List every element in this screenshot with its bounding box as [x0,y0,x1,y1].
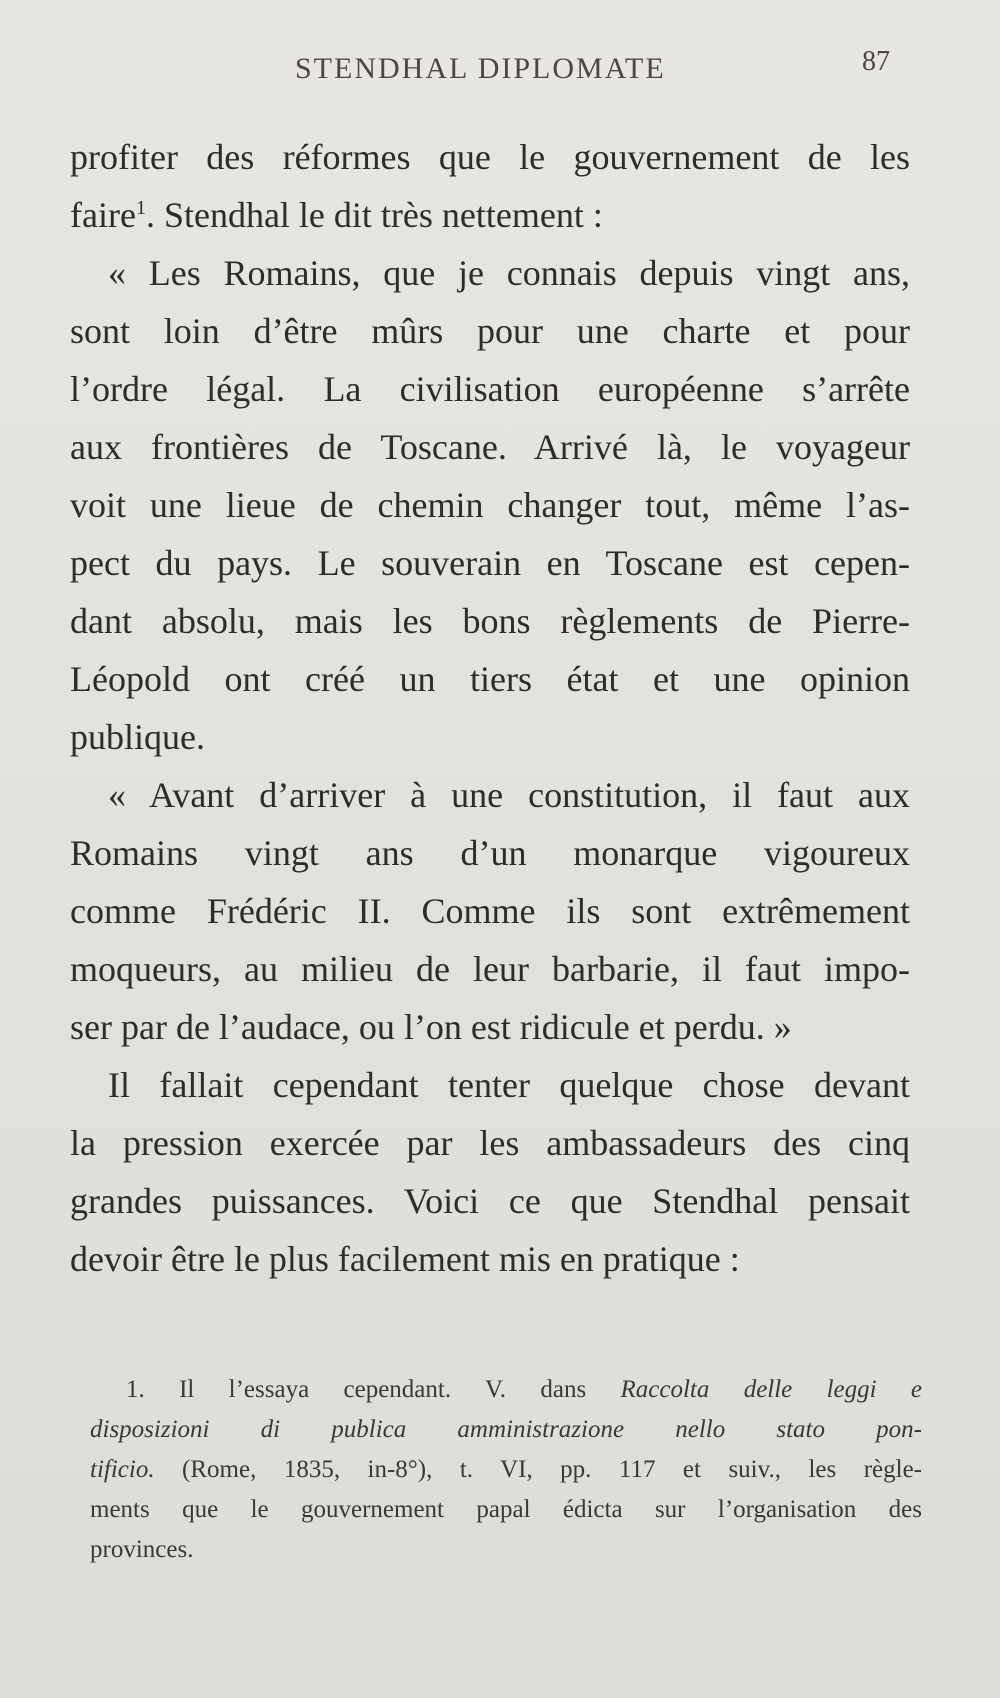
text-line: ser par de l’audace, ou l’on est ridicule et perdu. » [70,1007,792,1047]
footnote-italic: disposizioni di publica amministrazione nello stato pon- [90,1416,922,1443]
text-line: Léopold ont créé un tiers état et une opinion [70,659,910,699]
text-fragment: . Stendhal le dit très nettement : [145,195,603,235]
footnote-italic: Raccolta delle leggi e [620,1376,923,1403]
text-line: aux frontières de Toscane. Arrivé là, le voyageur [70,427,910,467]
text-line: pect du pays. Le souverain en Toscane est cepen- [70,543,910,583]
running-title: STENDHAL DIPLOMATE [295,52,666,85]
text-line [70,186,910,244]
main-text [70,128,910,1288]
footnote-text: (Rome, 1835, in-8°), t. VI, pp. 117 et suiv., les règle- [154,1456,922,1483]
text-line: « Les Romains, que je connais depuis vingt ans, [108,253,910,293]
text-line: devoir être le plus facilement mis en pratique : [70,1239,740,1279]
text-line: sont loin d’être mûrs pour une charte et pour [70,311,910,351]
footnote-line [90,1410,922,1450]
footnote-line: ments que le gouvernement papal édicta sur l’organisation des [90,1496,922,1523]
text-line: profiter des réformes que le gouvernement de les [70,137,910,177]
text-line: « Avant d’arriver à une constitution, il faut aux [108,775,910,815]
page-number: 87 [862,46,890,77]
footnote-line: provinces. [90,1536,194,1563]
text-line: dant absolu, mais les bons règlements de Pierre- [70,601,910,641]
footnote-line [90,1450,922,1490]
text-line: comme Frédéric II. Comme ils sont extrêmement [70,891,910,931]
text-line: voit une lieue de chemin changer tout, même l’as- [70,485,910,525]
text-line: grandes puissances. Voici ce que Stendhal pensait [70,1181,910,1221]
footnote-text: 1. Il l’essaya cependant. V. dans [126,1376,621,1403]
text-line: la pression exercée par les ambassadeurs des cinq [70,1123,910,1163]
footnote-italic: tificio. [90,1456,155,1483]
text-line: l’ordre légal. La civilisation européenne s’arrête [70,369,910,409]
text-line: moqueurs, au milieu de leur barbarie, il faut impo- [70,949,910,989]
text-line: Romains vingt ans d’un monarque vigoureux [70,833,910,873]
footnote [90,1370,922,1570]
text-fragment: faire [70,195,136,235]
footnote-reference[interactable]: 1 [135,197,146,219]
text-line: Il fallait cependant tenter quelque chose devant [108,1065,910,1105]
text-line: publique. [70,717,205,757]
footnote-line [90,1370,922,1410]
